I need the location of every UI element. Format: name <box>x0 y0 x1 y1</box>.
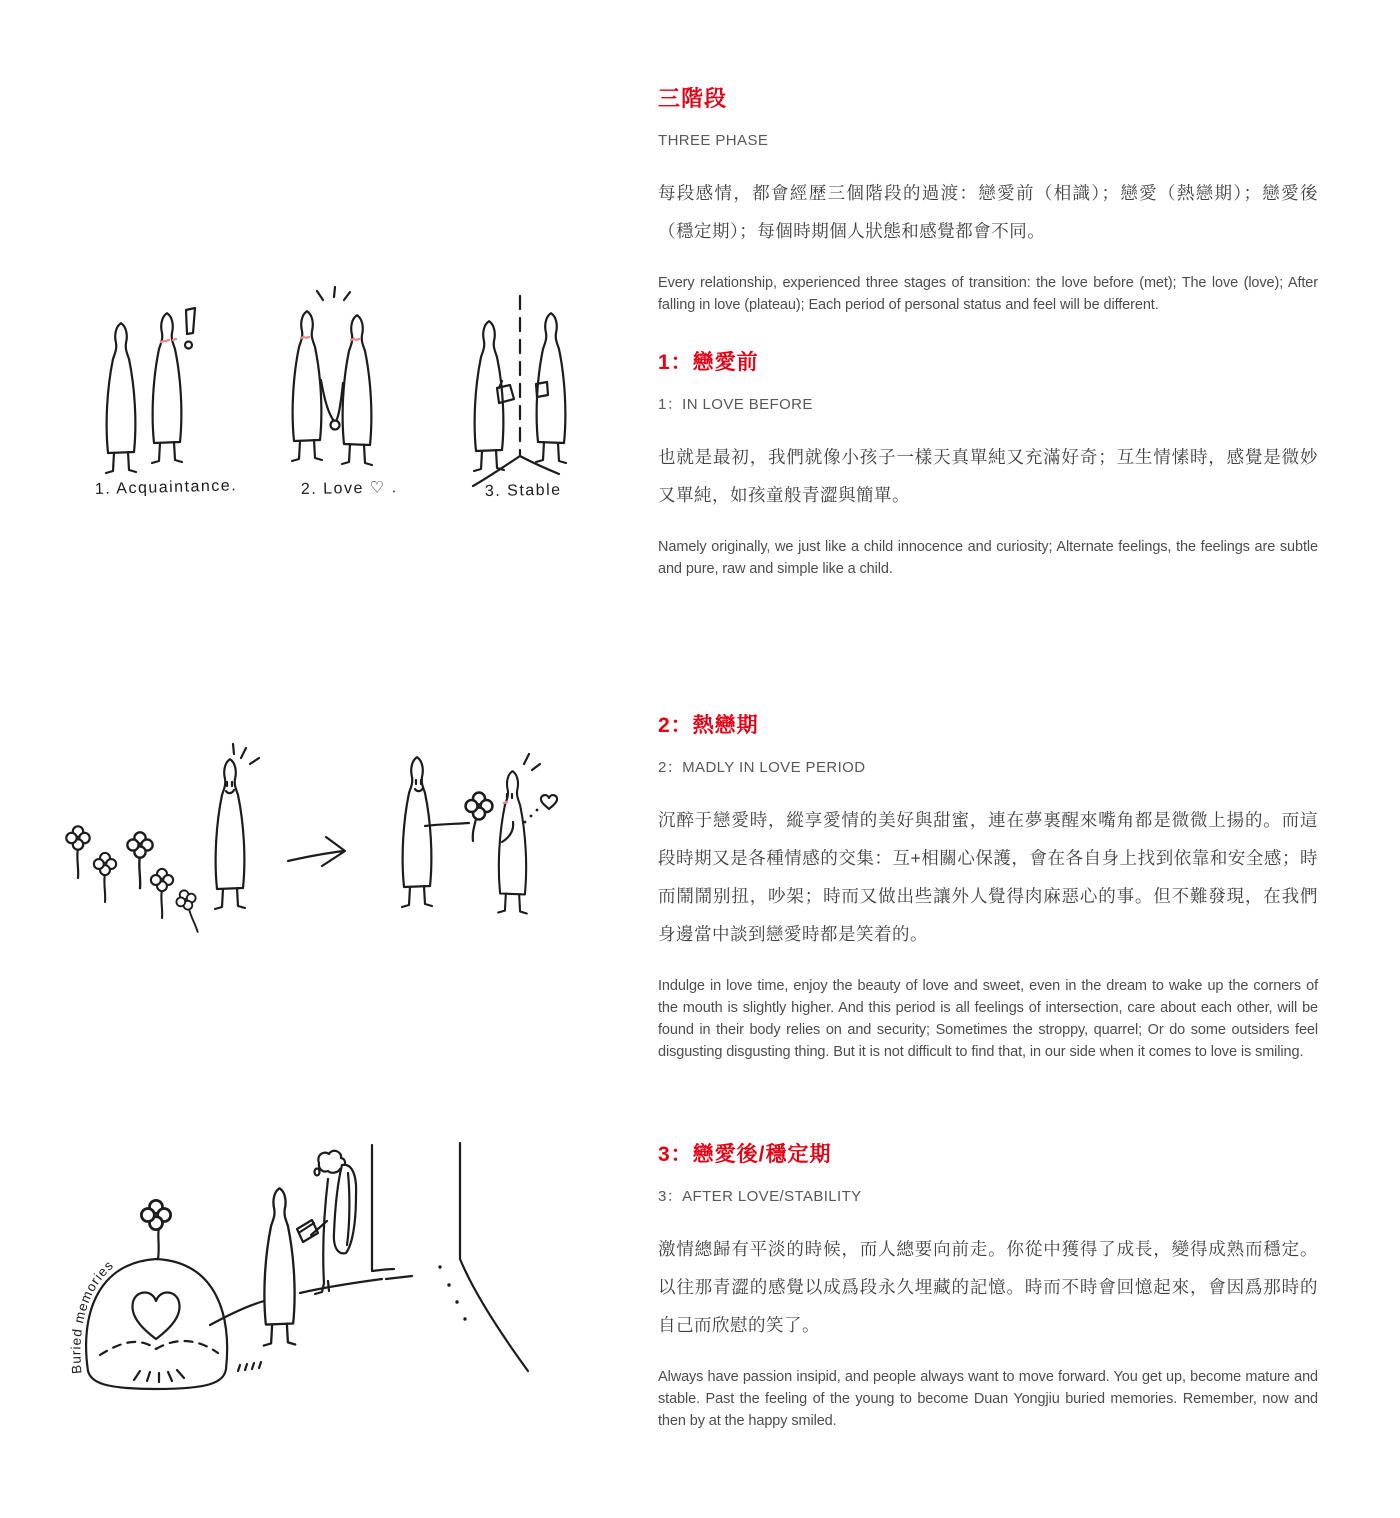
phase1-title-zh: 1：戀愛前 <box>658 351 759 374</box>
ground-path <box>210 1276 412 1325</box>
thought-dot <box>524 821 527 824</box>
body-line <box>315 1179 329 1294</box>
flower-icon <box>466 793 493 820</box>
draped-coat <box>334 1165 356 1254</box>
figure-receiving <box>498 754 557 913</box>
exclamation-icon <box>185 308 195 349</box>
caption-buried-memories-text: Buried memories <box>68 1257 117 1375</box>
figure-admiring <box>215 744 259 909</box>
phase1-body-en: Namely originally, we just like a child innocence and curiosity; Alternate feelings, the feelings are subtle and pure, raw and simple like a child. <box>658 539 1318 577</box>
phase2-title-zh: 2：熱戀期 <box>658 714 759 737</box>
section-phase2 <box>658 713 1318 1063</box>
trail-dot <box>447 1283 450 1286</box>
intro-title-zh: 三階段 <box>658 86 728 111</box>
phase3-body-zh: 激情總歸有平淡的時候，而人總要向前走。你從中獲得了成長，變得成熟而穩定。以往那青澀的感覺以成爲段永久埋藏的記憶。時而不時會回憶起來，會因爲那時的自己而欣慰的笑了。 <box>658 1239 1318 1335</box>
intro-body-zh: 每段感情，都會經歷三個階段的過渡：戀愛前（相識）；戀愛（熱戀期）；戀愛後（穩定期）；每個時期個人狀態和感覺都會不同。 <box>658 183 1318 241</box>
thought-dot <box>536 809 539 812</box>
holding-hands <box>321 380 343 430</box>
illustration-courtship <box>55 742 570 942</box>
figure-stable-left <box>474 321 514 471</box>
section-intro <box>658 86 1318 316</box>
flower-icon <box>141 1200 170 1229</box>
blush-marks <box>351 339 359 340</box>
rays-icon <box>233 744 259 764</box>
section-phase1 <box>658 350 1318 580</box>
intro-body-en: Every relationship, experienced three stages of transition: the love before (met); The love (love); After falling in love (plateau); Each period of personal status and feel will be different. <box>658 275 1318 313</box>
figure-stable-right <box>536 313 566 463</box>
caption-acquaintance: 1. Acquaintance. <box>94 477 238 498</box>
flower-field <box>66 826 207 935</box>
rays-icon <box>317 287 350 300</box>
blush-marks <box>504 802 507 803</box>
figure-love-left <box>292 311 322 461</box>
illustration-buried-memories <box>60 1133 540 1405</box>
trail-dot <box>455 1300 458 1303</box>
figure-with-coat <box>297 1151 356 1294</box>
trail-dot <box>463 1317 466 1320</box>
wall-line <box>372 1145 394 1271</box>
phase3-body-en: Always have passion insipid, and people always want to move forward. You get up, become mature and stable. Past the feeling of the young to become Duan Yongjiu buried memories. Remember, now and then by at the happy smiled. <box>658 1369 1318 1429</box>
phase3-title-en: 3：AFTER LOVE/STABILITY <box>658 1188 862 1205</box>
dust-ticks <box>238 1362 261 1371</box>
trail-dot <box>438 1265 441 1268</box>
flower-stem <box>158 1227 159 1259</box>
figure-acquaintance-left <box>106 323 136 473</box>
caption-love: 2. Love ♡ . <box>300 479 398 498</box>
corner-wall <box>460 1143 528 1371</box>
blush-marks <box>301 337 309 338</box>
phase1-body-zh: 也就是最初，我們就像小孩子一樣天真單純又充滿好奇；互生情愫時，感覺是微妙又單純，如孩童般青澀與簡單。 <box>658 447 1318 505</box>
intro-title-en: THREE PHASE <box>658 132 769 149</box>
figure-acquaintance-right <box>152 313 182 463</box>
rays-icon <box>524 754 540 770</box>
figure-offering-flower <box>402 757 492 907</box>
phase2-body-en: Indulge in love time, enjoy the beauty of love and sweet, even in the dream to wake up the corners of the mouth is slightly higher. And this period is all feelings of intersection, care about each other, will be found in their body relies on and security; Sometimes the stroppy, quarrel; Or do some outsiders feel disgusting disgusting thing. But it is not difficult to find that, in our side when it comes to love is smiling. <box>658 978 1318 1060</box>
memory-mound <box>68 1200 227 1389</box>
heart-icon <box>541 795 557 809</box>
arrow-icon <box>288 837 345 866</box>
flower-stem <box>473 819 476 841</box>
illustration-three-stages <box>85 288 575 510</box>
phase3-title-zh: 3：戀愛後/穩定期 <box>658 1143 832 1166</box>
figure-walking-away <box>238 1188 295 1371</box>
caption-stable: 3. Stable <box>484 481 562 500</box>
phase2-title-en: 2：MADLY IN LOVE PERIOD <box>658 759 866 776</box>
thought-dot <box>530 815 533 818</box>
section-phase3 <box>658 1142 1318 1432</box>
phase1-title-en: 1：IN LOVE BEFORE <box>658 396 813 413</box>
phase2-body-zh: 沉醉于戀愛時，縱享愛情的美好與甜蜜，連在夢裏醒來嘴角都是微微上揚的。而這段時期又是各種情感的交集：互+相關心保護，會在各自身上找到依靠和安全感；時而鬧鬧别扭，吵架；時而又做出些讓外人覺得肉麻惡心的事。但不難發現，在我們身邊當中談到戀愛時都是笑着的。 <box>658 810 1318 944</box>
figure-love-right <box>342 315 372 465</box>
extended-arm <box>425 823 469 826</box>
open-mouth <box>315 1169 320 1176</box>
